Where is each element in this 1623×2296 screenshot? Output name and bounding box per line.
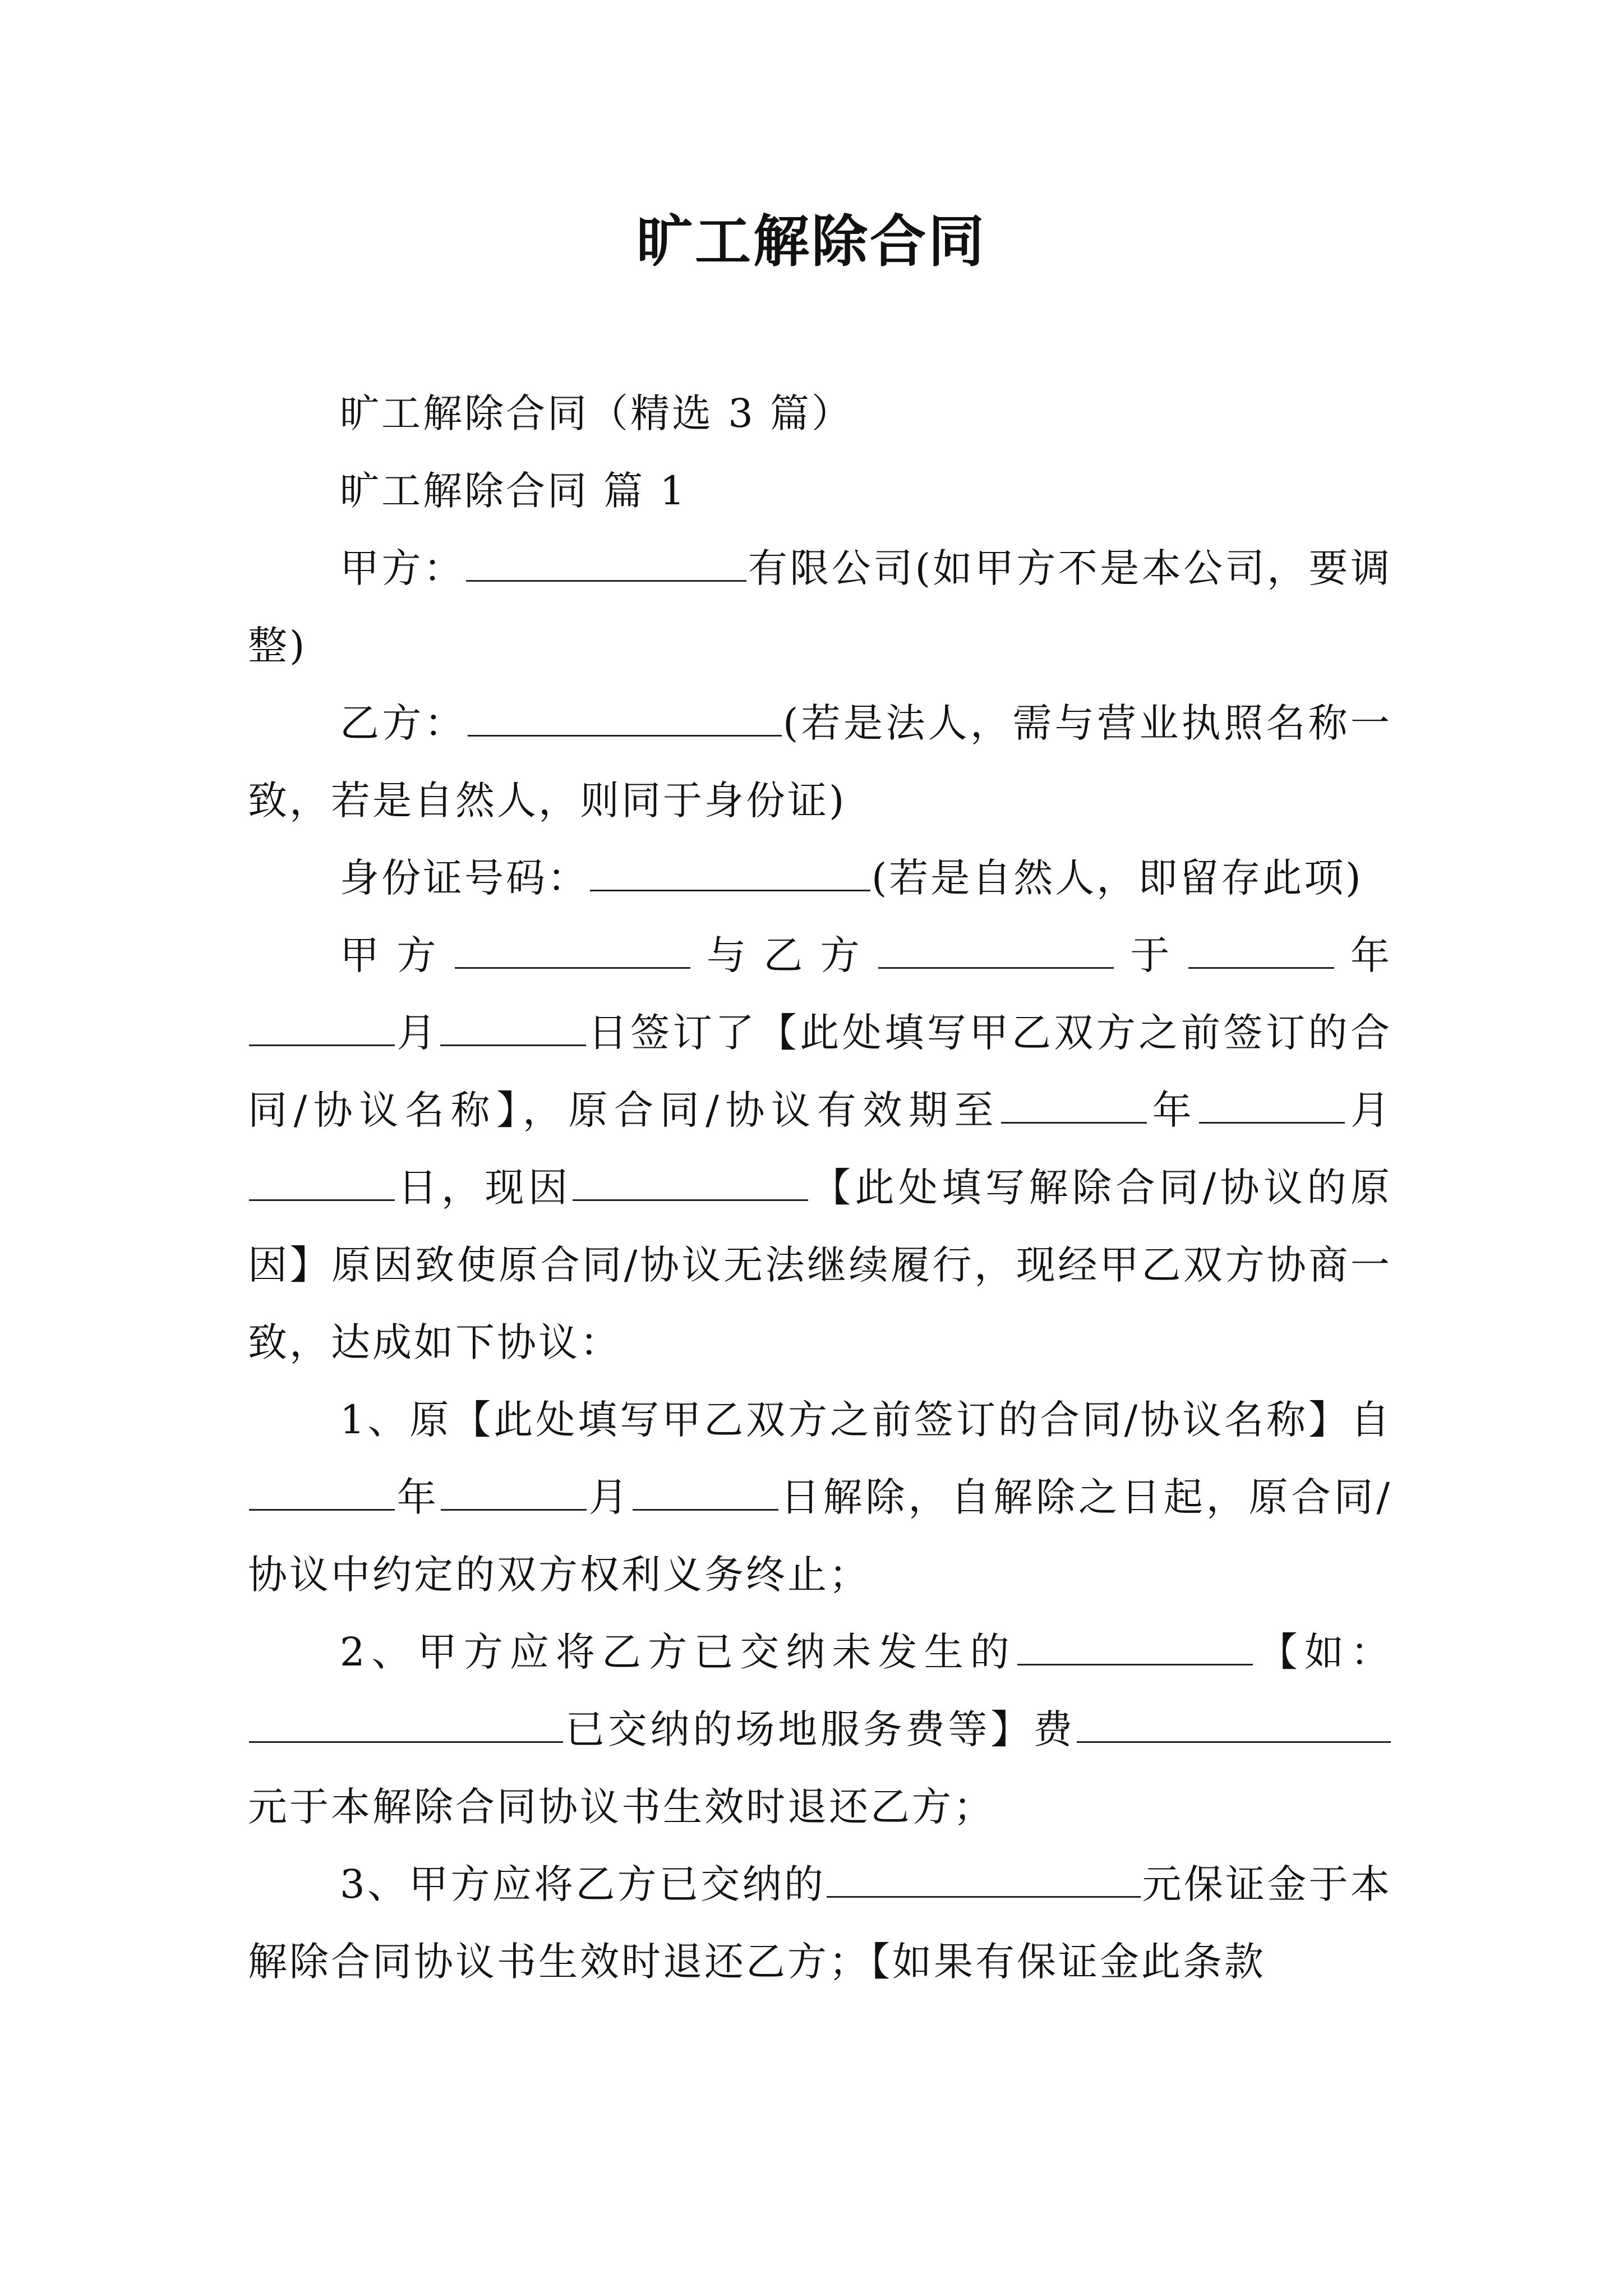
intro-text-4: 年 bbox=[1335, 932, 1393, 978]
intro-blank-party-a bbox=[455, 933, 690, 969]
id-number-blank bbox=[590, 856, 870, 891]
intro-blank-year bbox=[1188, 933, 1334, 969]
party-a-line bbox=[248, 530, 1392, 684]
subtitle: 旷工解除合同（精选 3 篇） bbox=[340, 390, 854, 436]
clause-2 bbox=[248, 1613, 1392, 1846]
intro-blank-party-b bbox=[878, 933, 1114, 969]
clause-2-text-4: 元于本解除合同协议书生效时退还乙方； bbox=[248, 1784, 995, 1830]
intro-text-2: 与乙方 bbox=[691, 932, 878, 978]
clause-2-text-1: 2、甲方应将乙方已交纳未发生的 bbox=[340, 1629, 1016, 1675]
clause-3-text-2: 元保证金于本解除合同协议书生效时退还乙方；【如果有保证金此条款 bbox=[248, 1861, 1392, 1985]
clause-2-text-2: 【如： bbox=[1253, 1629, 1392, 1675]
document-title: 旷工解除合同 bbox=[637, 208, 986, 274]
intro-blank-end-day bbox=[249, 1166, 395, 1201]
clause-1-blank-year bbox=[249, 1475, 395, 1511]
clause-3-text-1: 3、甲方应将乙方已交纳的 bbox=[340, 1861, 826, 1907]
party-a-blank bbox=[466, 546, 746, 582]
clause-2-blank-item bbox=[1017, 1630, 1253, 1665]
intro-text-8: 月 bbox=[1346, 1087, 1393, 1133]
clause-1-text-2: 年 bbox=[396, 1474, 440, 1520]
intro-blank-reason bbox=[573, 1166, 808, 1201]
clause-1-blank-month bbox=[441, 1475, 587, 1511]
clause-2-blank-amount bbox=[1077, 1708, 1391, 1743]
intro-text-6: 日签订了【此处填写甲乙双方之前签订的合同/协议名称】，原合同/协议有效期至 bbox=[248, 1010, 1393, 1133]
party-a-label: 甲方： bbox=[340, 545, 465, 591]
id-number-line bbox=[248, 839, 1392, 917]
intro-blank-end-year bbox=[1001, 1088, 1147, 1124]
clause-1 bbox=[248, 1381, 1392, 1613]
clause-1-text-1: 1、原【此处填写甲乙双方之前签订的合同/协议名称】自 bbox=[340, 1397, 1392, 1443]
intro-text-3: 于 bbox=[1115, 932, 1187, 978]
intro-text-5: 月 bbox=[396, 1010, 440, 1056]
clause-3 bbox=[248, 1846, 1392, 2000]
section-heading: 旷工解除合同 篇 1 bbox=[340, 468, 688, 514]
party-b-suffix: (若是法人，需与营业执照名称一致，若是自然人，则同于身份证) bbox=[248, 700, 1393, 823]
party-a-suffix: 有限公司(如甲方不是本公司，要调整) bbox=[248, 545, 1392, 669]
intro-paragraph bbox=[248, 917, 1392, 1381]
clause-2-blank-example bbox=[249, 1708, 563, 1743]
intro-blank-month bbox=[249, 1011, 395, 1046]
intro-text-7: 年 bbox=[1148, 1087, 1198, 1133]
clause-1-text-4: 日解除，自解除之日起，原合同/协议中约定的双方权利义务终止； bbox=[248, 1474, 1393, 1598]
intro-text-10: 【此处填写解除合同/协议的原因】原因致使原合同/协议无法继续履行，现经甲乙双方协商一致，达成如下协议： bbox=[248, 1165, 1392, 1365]
id-number-suffix: (若是自然人，即留存此项) bbox=[872, 855, 1363, 901]
clause-2-text-3: 已交纳的场地服务费等】费 bbox=[564, 1706, 1076, 1752]
intro-blank-end-month bbox=[1199, 1088, 1345, 1124]
clause-1-blank-day bbox=[633, 1475, 778, 1511]
party-b-blank bbox=[468, 701, 782, 737]
party-b-label: 乙方： bbox=[340, 700, 467, 746]
clause-3-blank-deposit bbox=[827, 1862, 1141, 1898]
intro-blank-day bbox=[440, 1011, 586, 1046]
intro-text-9: 日，现因 bbox=[396, 1165, 572, 1211]
party-b-line bbox=[248, 684, 1392, 839]
document-body bbox=[248, 375, 1392, 2000]
intro-text-1: 甲方 bbox=[340, 932, 454, 978]
clause-1-text-3: 月 bbox=[587, 1474, 631, 1520]
id-number-label: 身份证号码： bbox=[340, 855, 589, 901]
